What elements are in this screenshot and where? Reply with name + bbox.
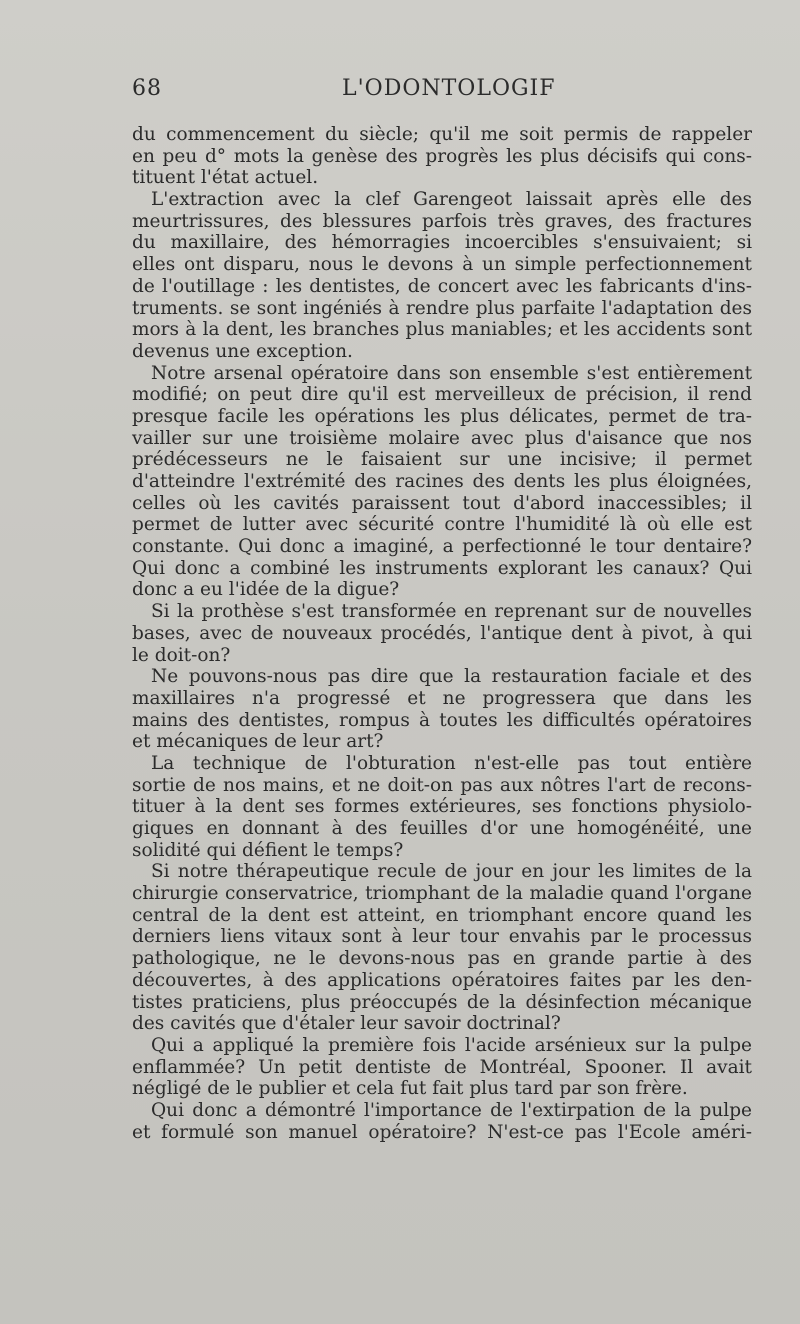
text-line: modifié; on peut dire qu'il est merveilleux de précision, il rend	[132, 384, 752, 406]
text-line: presque facile les opérations les plus délicates, permet de tra-	[132, 405, 752, 427]
text-line: tistes praticiens, plus préoccupés de la désinfection mécanique	[132, 991, 752, 1013]
paragraph	[132, 124, 752, 189]
text-line: solidité qui défient le temps?	[132, 839, 404, 861]
paragraph	[132, 363, 752, 602]
paragraph	[132, 753, 752, 861]
text-line: d'atteindre l'extrémité des racines des dents les plus éloignées,	[132, 471, 752, 492]
text-line: en peu d° mots la genèse des progrès les plus décisifs qui cons-	[132, 145, 752, 167]
paragraph	[132, 861, 752, 1035]
paragraph	[132, 1100, 752, 1143]
paragraph	[132, 601, 752, 666]
text-line: négligé de le publier et cela fut fait plus tard par son frère.	[132, 1078, 688, 1100]
running-title: L'ODONTOLOGIF	[342, 76, 556, 101]
paragraph	[132, 189, 752, 363]
text-line: maxillaires n'a progressé et ne progressera que dans les	[132, 687, 752, 709]
text-line: du commencement du siècle; qu'il me soit permis de rappeler	[132, 124, 752, 145]
text-line: bases, avec de nouveaux procédés, l'antique dent à pivot, à qui	[132, 622, 752, 644]
text-line: du maxillaire, des hémorragies incoercibles s'ensuivaient; si	[132, 232, 752, 254]
text-line: permet de lutter avec sécurité contre l'humidité là où elle est	[132, 514, 752, 536]
text-line: des cavités que d'étaler leur savoir doctrinal?	[132, 1013, 561, 1035]
text-line: central de la dent est atteint, en triomphant encore quand les	[132, 904, 752, 926]
text-line: devenus une exception.	[132, 340, 353, 362]
text-line: L'extraction avec la clef Garengeot laissait après elle des	[151, 189, 752, 211]
text-line: tituer à la dent ses formes extérieures, ses fonctions physiolo-	[132, 796, 752, 818]
text-line: La technique de l'obturation n'est-elle pas tout entière	[151, 752, 752, 774]
text-line: Ne pouvons-nous pas dire que la restauration faciale et des	[151, 666, 752, 688]
text-line: le doit-on?	[132, 644, 231, 666]
text-line: meurtrissures, des blessures parfois très graves, des fractures	[132, 210, 752, 232]
text-line: constante. Qui donc a imaginé, a perfectionné le tour dentaire?	[132, 536, 752, 558]
text-line: Si notre thérapeutique recule de jour en jour les limites de la	[151, 861, 752, 883]
text-line: découvertes, à des applications opératoires faites par les den-	[132, 969, 752, 991]
text-line: truments. se sont ingéniés à rendre plus parfaite l'adaptation des	[132, 297, 752, 319]
text-line: sortie de nos mains, et ne doit-on pas aux nôtres l'art de recons-	[132, 774, 752, 796]
text-line: de l'outillage : les dentistes, de concert avec les fabricants d'ins-	[132, 275, 752, 297]
text-line: mors à la dent, les branches plus maniables; et les accidents sont	[132, 319, 752, 341]
page-number: 68	[132, 76, 162, 101]
text-line: celles où les cavités paraissent tout d'abord inaccessibles; il	[132, 492, 752, 514]
text-line: prédécesseurs ne le faisaient sur une incisive; il permet	[132, 449, 752, 471]
body-text	[132, 124, 752, 1143]
text-line: tituent l'état actuel.	[132, 167, 319, 189]
text-line: Si la prothèse s'est transformée en reprenant sur de nouvelles	[151, 601, 752, 623]
text-line: Qui donc a combiné les instruments explorant les canaux? Qui	[132, 557, 752, 579]
text-line: vailler sur une troisième molaire avec plus d'aisance que nos	[132, 427, 752, 449]
text-line: mains des dentistes, rompus à toutes les difficultés opératoires	[132, 709, 752, 731]
text-line: et mécaniques de leur art?	[132, 731, 384, 753]
paragraph	[132, 1035, 752, 1100]
text-line: derniers liens vitaux sont à leur tour envahis par le processus	[132, 926, 752, 948]
text-line: giques en donnant à des feuilles d'or une homogénéité, une	[132, 818, 752, 839]
text-line: Qui a appliqué la première fois l'acide arsénieux sur la pulpe	[151, 1034, 752, 1056]
page-header	[132, 76, 752, 106]
text-line: elles ont disparu, nous le devons à un simple perfectionnement	[132, 254, 752, 276]
text-line: et formulé son manuel opératoire? N'est-ce pas l'Ecole améri-	[132, 1121, 752, 1143]
text-line: Qui donc a démontré l'importance de l'extirpation de la pulpe	[151, 1099, 752, 1121]
text-line: Notre arsenal opératoire dans son ensemble s'est entièrement	[151, 362, 752, 384]
text-line: donc a eu l'idée de la digue?	[132, 579, 400, 601]
text-line: pathologique, ne le devons-nous pas en grande partie à des	[132, 948, 752, 970]
paragraph	[132, 666, 752, 753]
text-line: chirurgie conservatrice, triomphant de la maladie quand l'organe	[132, 883, 752, 905]
text-line: enflammée? Un petit dentiste de Montréal, Spooner. Il avait	[132, 1056, 752, 1078]
